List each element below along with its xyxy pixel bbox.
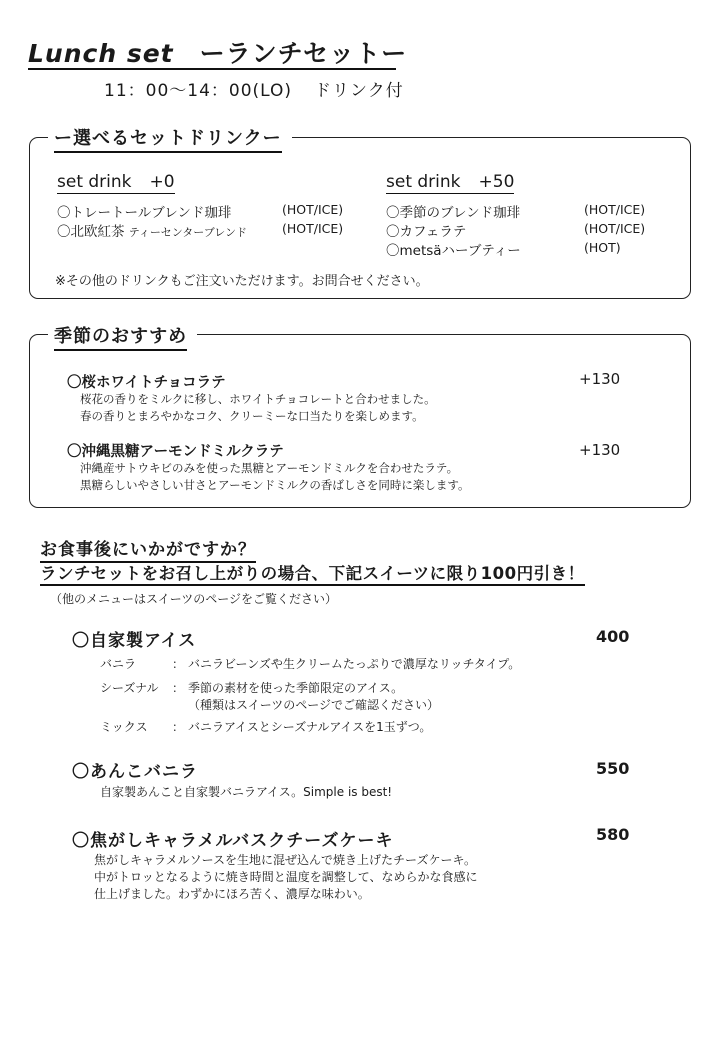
ice-flavor-value: 季節の素材を使った季節限定のアイス。 <box>188 681 404 695</box>
seasonal-item-price: +130 <box>579 370 621 388</box>
menu-title <box>28 34 407 70</box>
dessert-discount-heading <box>40 560 585 584</box>
drink-included-text: ドリンク付 <box>314 81 404 101</box>
set-drink-plus0-heading <box>57 172 175 192</box>
dessert-item-price: 550 <box>596 759 630 778</box>
title-underline <box>28 68 396 70</box>
hours-text: 11：00～14：00(LO) <box>104 81 293 101</box>
dessert-item-desc: 自家製あんこと自家製バニラアイス。Simple is best! <box>100 785 393 799</box>
set-drink-title: ー選べるセットドリンクー <box>54 128 282 153</box>
plus0-label: set drink <box>57 172 132 192</box>
dessert-item-price: 400 <box>596 627 630 646</box>
ice-flavor-value: バニラビーンズや生クリームたっぷりで濃厚なリッチタイプ。 <box>188 657 521 671</box>
dessert-discount-text: ランチセットをお召し上がりの場合、下記スイーツに限り100円引き！ <box>40 564 585 586</box>
plus50-price: +50 <box>478 172 515 192</box>
set-drink-heading <box>48 124 292 150</box>
seasonal-item-desc: 沖縄産サトウキビのみを使った黒糖とアーモンドミルクを合わせたラテ。 <box>80 461 459 475</box>
seasonal-item-name: 〇沖縄黒糖アーモンドミルクラテ <box>67 444 284 460</box>
ice-flavor-colon: ： <box>172 681 185 695</box>
drink-temp: (HOT/ICE) <box>584 221 646 236</box>
other-drinks-note: ※その他のドリンクもご注文いただけます。お問合せください。 <box>55 274 429 289</box>
drink-temp: (HOT/ICE) <box>282 202 344 217</box>
plus50-label: set drink <box>386 172 461 192</box>
dessert-item-desc: 仕上げました。わずかにほろ苦く、濃厚な味わい。 <box>94 887 370 901</box>
drink-subtitle: ティーセンターブレンド <box>128 226 247 239</box>
seasonal-item-price: +130 <box>579 441 621 459</box>
drink-item <box>57 201 231 221</box>
seasonal-item-name: 〇桜ホワイトチョコラテ <box>67 375 226 391</box>
ice-flavor-colon: ： <box>172 720 185 734</box>
drink-name: 〇カフェラテ <box>386 224 467 240</box>
drink-name: 〇トレートールブレンド珈琲 <box>57 205 232 221</box>
dessert-item-name: 〇自家製アイス <box>72 631 197 651</box>
plus0-price: +0 <box>149 172 175 192</box>
drink-name: 〇季節のブレンド珈琲 <box>386 205 521 221</box>
drink-temp: (HOT) <box>584 240 621 255</box>
drink-temp: (HOT/ICE) <box>282 221 344 236</box>
ice-flavor-value: バニラアイスとシーズナルアイスを1玉ずつ。 <box>188 720 432 734</box>
drink-name: 〇北欧紅茶 <box>57 224 125 240</box>
ice-flavor-value-2: （種類はスイーツのページでご確認ください） <box>188 698 440 712</box>
set-drink-plus50-heading <box>386 172 514 192</box>
ice-flavor-row <box>100 718 431 735</box>
ice-flavor-row <box>100 655 520 672</box>
title-japanese: ーランチセットー <box>199 39 408 68</box>
service-hours <box>104 76 404 101</box>
dessert-item-desc: 焦がしキャラメルソースを生地に混ぜ込んで焼き上げたチーズケーキ。 <box>94 853 476 867</box>
dessert-item-desc: 中がトロッとなるように焼き時間と温度を調整して、なめらかな食感に <box>94 870 478 884</box>
dessert-item-price: 580 <box>596 825 630 844</box>
ice-flavor-key: ミックス <box>100 720 148 734</box>
drink-name: 〇metsäハーブティー <box>386 243 521 259</box>
ice-flavor-key: バニラ <box>100 657 137 671</box>
seasonal-heading <box>48 322 197 348</box>
dessert-item-name: 〇焦がしキャラメルバスクチーズケーキ <box>72 831 394 851</box>
seasonal-item-desc: 黒糖らしいやさしい甘さとアーモンドミルクの香ばしさを同時に楽します。 <box>80 478 470 492</box>
ice-flavor-key: シーズナル <box>100 681 159 695</box>
ice-flavor-row <box>100 679 403 696</box>
dessert-item-name: 〇あんこバニラ <box>72 762 198 782</box>
seasonal-item-desc: 桜花の香りをミルクに移し、ホワイトチョコレートと合わせました。 <box>80 392 436 406</box>
seasonal-title: 季節のおすすめ <box>54 326 187 351</box>
title-english: Lunch set <box>28 39 174 68</box>
dessert-heading <box>40 535 256 560</box>
seasonal-item-desc: 春の香りとまろやかなコク、クリーミーな口当たりを楽しめます。 <box>80 409 424 423</box>
ice-flavor-colon: ： <box>172 657 185 671</box>
drink-item <box>57 220 247 240</box>
dessert-note: （他のメニューはスイーツのページをご覧ください） <box>50 592 338 606</box>
dessert-heading-text: お食事後にいかがですか？ <box>40 540 256 563</box>
drink-temp: (HOT/ICE) <box>584 202 646 217</box>
